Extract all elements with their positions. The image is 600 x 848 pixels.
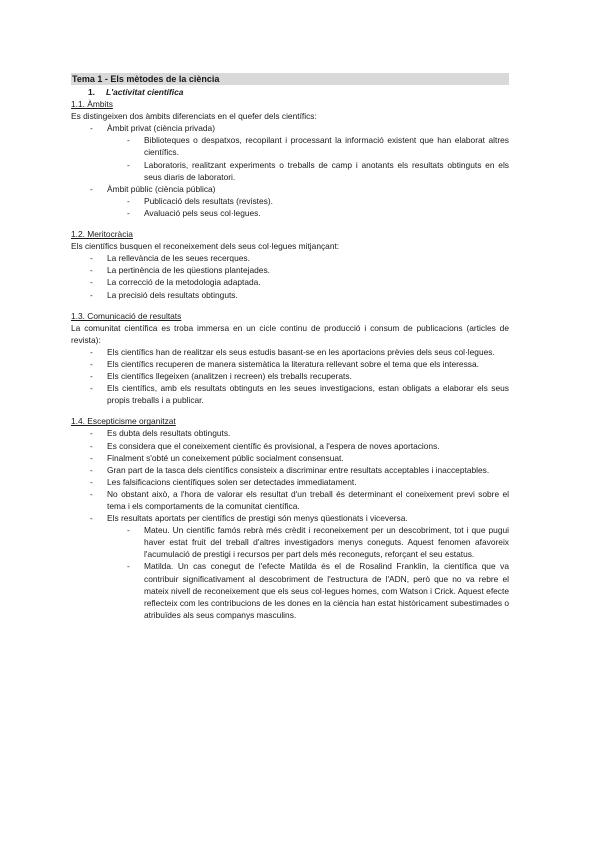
subsection-heading-ambits: 1.1. Àmbits	[71, 99, 113, 110]
subsection-heading-escepticisme: 1.4. Escepticisme organitzat	[71, 416, 176, 427]
section-heading	[71, 86, 509, 98]
list-item: - Es considera que el coneixement científic és provisional, a l'espera de noves aportacions.	[71, 440, 509, 452]
sub-list-item: - Mateu. Un científic famós rebrà més crèdit i reconeixement per un descobriment, tot i que pugui haver estat fruit del treball d'altres investigadors menys coneguts. Aquest fenomen afavoreix l'acumulació de prestigi i recursos per part dels més reconeguts, reforçant el seu estatus.	[71, 524, 509, 560]
list-item-text: Àmbit públic (ciència pública)	[107, 183, 216, 194]
list-item: - Els científics han de realitzar els seus estudis basant-se en les aportacions prèvies dels seus col·legues.	[71, 346, 509, 358]
sub-list-item: - Laboratoris, realitzant experiments o treballs de camp i anotants els resultats obtinguts en els seus diaris de laboratori.	[71, 159, 509, 183]
sub-list-item: - Biblioteques o despatxos, recopilant i processant la informació existent que han elaborat altres científics.	[71, 134, 509, 158]
list-item-text: Els resultats aportats per científics de prestigi són menys qüestionats i viceversa.	[107, 513, 408, 524]
list-item: - Gran part de la tasca dels científics consisteix a discriminar entre resultats acceptables i inacceptables.	[71, 464, 509, 476]
subsection-heading-meritocracia: 1.2. Meritocràcia	[71, 229, 133, 240]
bullet-list	[71, 122, 509, 219]
list-item: - La correcció de la metodologia adaptada.	[71, 276, 509, 288]
sub-list-item: - Publicació dels resultats (revistes).	[71, 195, 509, 207]
list-item: - Finalment s'obté un coneixement públic socialment consensuat.	[71, 452, 509, 464]
sub-list	[107, 195, 509, 219]
list-item: - No obstant això, a l'hora de valorar els resultat d'un treball és determinant el coneixement previ sobre el tema i els comportaments de la comunitat científica.	[71, 488, 509, 512]
list-item: - La pertinència de les qüestions plantejades.	[71, 264, 509, 276]
list-item: - Els científics, amb els resultats obtinguts en les seues investigacions, estan obligats a elaborar els seus propis treballs i a publicar.	[71, 382, 509, 406]
list-item: - La rellevància de les seues recerques.	[71, 252, 509, 264]
sub-list	[107, 524, 509, 621]
list-item	[71, 512, 509, 621]
paragraph: Els científics busquen el reconeixement dels seus col·legues mitjançant:	[71, 241, 340, 252]
bullet-list	[71, 346, 509, 406]
list-item: - Les falsificacions científiques solen ser detectades immediatament.	[71, 476, 509, 488]
bullet-list	[71, 252, 509, 300]
sub-list	[107, 134, 509, 182]
section-number: 1.	[88, 87, 95, 97]
list-item: - Els científics recuperen de manera sistemàtica la literatura rellevant sobre el tema que els interessa.	[71, 358, 509, 370]
list-item	[71, 122, 509, 182]
list-item	[71, 183, 509, 219]
sub-list-item: - Matilda. Un cas conegut de l'efecte Matilda és el de Rosalind Franklin, la científica que va contribuir significativament al descobriment de l'estructura de l'ADN, però que no va rebre el mateix nivell de reconeixement que els seus col·legues homes, com Watson i Crick. Aquest efecte reflecteix com les contribucions de les dones en la ciència han estat històricament subestimades o atribuïdes als seus companys masculins.	[71, 560, 509, 620]
subsection-heading-comunicacio: 1.3. Comunicació de resultats	[71, 310, 182, 321]
section-label: L'activitat científica	[106, 87, 184, 97]
list-item: - Es dubta dels resultats obtinguts.	[71, 427, 509, 439]
bullet-list	[71, 427, 509, 621]
document-title: Tema 1 - Els mètodes de la ciència	[71, 73, 509, 85]
list-item-text: Àmbit privat (ciència privada)	[107, 123, 215, 134]
document-content	[71, 73, 509, 621]
paragraph: La comunitat científica es troba immersa en un cicle continu de producció i consum de publicacions (articles de revista):	[71, 322, 509, 345]
list-item: - Els científics llegeixen (analitzen i recreen) els treballs recuperats.	[71, 370, 509, 382]
paragraph: Es distingeixen dos àmbits diferenciats en el quefer dels científics:	[71, 111, 317, 122]
sub-list-item: - Avaluació pels seus col·legues.	[71, 207, 509, 219]
list-item: - La precisió dels resultats obtinguts.	[71, 289, 509, 301]
